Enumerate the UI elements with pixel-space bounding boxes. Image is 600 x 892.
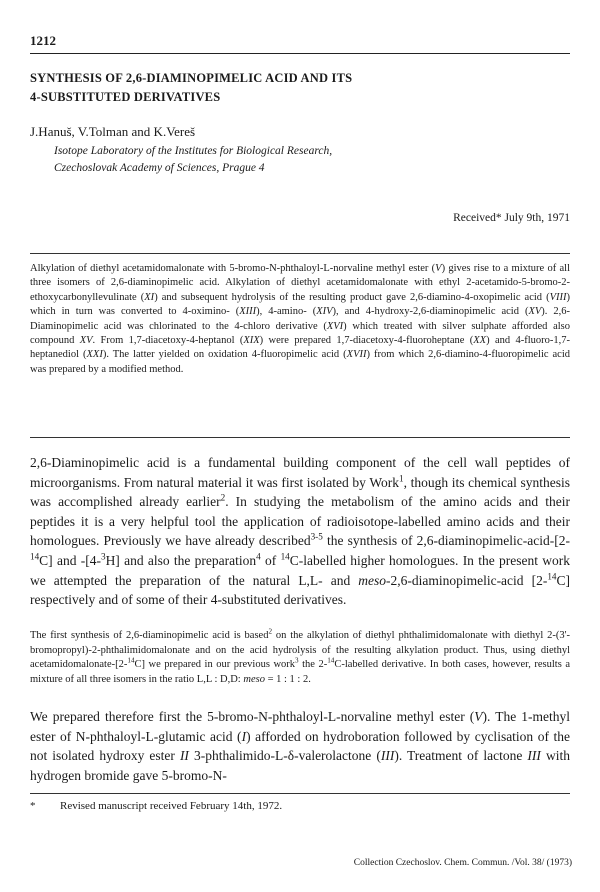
page-number: 1212 (30, 33, 56, 48)
abstract-rule-top (30, 253, 570, 254)
received-date: Received* July 9th, 1971 (453, 212, 570, 224)
article-title (30, 69, 550, 107)
abstract: Alkylation of diethyl acetamidomalonate with 5-bromo-N-phthaloyl-L-norvaline methyl ester (V) gives rise to a mixture of all three isomers of 2,6-diaminopimelic acid. Alkylation of diethyl acetamidomalonate with ethyl 2-acetamido-5-bromo-2-ethoxycarbonyllevulinate (XI) and subsequent hydrolysis of the resulting product gave 2,6-diamino-4-oxopimelic acid (VIII) which in turn was converted to 4-oximino- (XIII), 4-amino- (XIV), and 4-hydroxy-2,6-diaminopimelic acid (XV). 2,6-Diaminopimelic acid was chlorinated to the 4-chloro derivative (XVI) which treated with silver sulphate afforded also compound XV. From 1,7-diacetoxy-4-heptanol (XIX) were prepared 1,7-diacetoxy-4-fluoroheptane (XX) and 4-fluoro-1,7-heptanediol (XXI). The latter yielded on oxidation 4-fluoropimelic acid (XVII) from which 2,6-diamino-4-fluoropimelic acid was prepared by a modified method. (30, 263, 571, 375)
footnote-text: Revised manuscript received February 14th, 1972. (60, 800, 283, 812)
affiliation-line-1: Isotope Laboratory of the Institutes for Biological Research, (54, 145, 333, 157)
title-line-1: SYNTHESIS OF 2,6-DIAMINOPIMELIC ACID AND ITS (30, 71, 353, 85)
abstract-rule-bottom (30, 437, 570, 438)
affiliation (54, 143, 332, 177)
synthesis-paragraph: We prepared therefore first the 5-bromo-N-phthaloyl-L-norvaline methyl ester (V). The 1-methyl ester of N-phthaloyl-L-glutamic acid (I) afforded on hydroboration followed by cyclisation of the not isolated hydroxy ester II 3-phthalimido-L-δ-valerolactone (III). Treatment of lactone III with hydrogen bromide gave 5-bromo-N- (30, 709, 570, 783)
intro-paragraph: 2,6-Diaminopimelic acid is a fundamental building component of the cell wall peptides of microorganisms. From natural material it was first isolated by Work$^1$, though its chemical synthesis was accomplished already earlier$^2$. In studying the metabolism of the amino acids and their peptides it is a very helpful tool the application of radioisotope-labelled amino acids and their homologues. Previously we have already described$^{3-5}$ the synthesis of 2,6-diaminopimelic-acid-[2-$^{14}$C] and -[4-$^3$H] and also the preparation$^4$ of $^{14}$C-labelled higher homologues. In the present work we attempted the preparation of the natural L,L- and meso-2,6-diaminopimelic-acid [2-$^{14}$C] respectively and of some of their 4-substituted derivatives. (30, 455, 571, 608)
journal-citation: Collection Czechoslov. Chem. Commun. /Vol. 38/ (1973) (353, 858, 572, 868)
footnote (30, 800, 282, 812)
title-line-2: 4-SUBSTITUTED DERIVATIVES (30, 90, 221, 104)
footnote-rule (30, 793, 570, 794)
small-print-paragraph: The first synthesis of 2,6-diaminopimelic acid is based$^2$ on the alkylation of diethyl phthalimidomalonate with diethyl 2-(3'-bromopropyl)-2-phthalimidomalonate and on the acid hydrolysis of the resulting alkylation product. Thus, using diethyl acetamidomalonate-[2-$^{14}$C] we prepared in our previous work$^3$ the 2-$^{14}$C-labelled derivative. In both cases, however, results a mixture of all three isomers in the ratio L,L : D,D: meso = 1 : 1 : 2. (30, 627, 571, 685)
authors: J.Hanuš, V.Tolman and K.Vereš (30, 124, 196, 139)
header-rule (30, 53, 570, 54)
affiliation-line-2: Czechoslovak Academy of Sciences, Prague 4 (54, 162, 265, 174)
footnote-mark: * (30, 800, 36, 812)
